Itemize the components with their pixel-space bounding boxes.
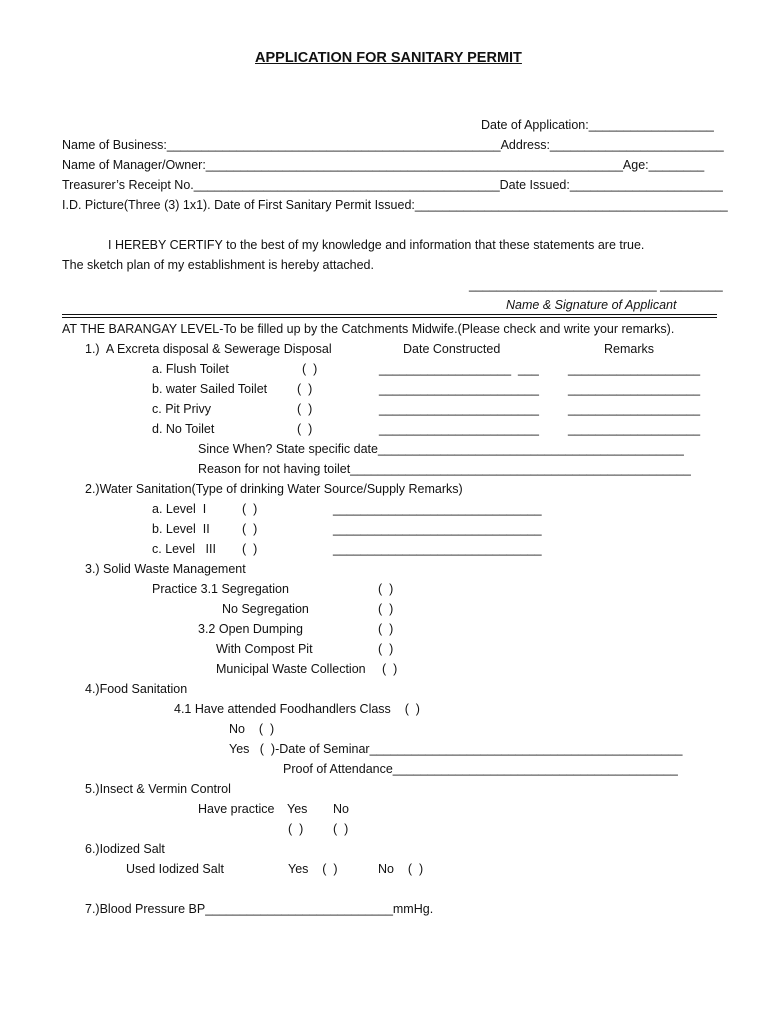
barangay-heading: AT THE BARANGAY LEVEL-To be filled up by the Catchments Midwife.(Please check and write your remarks). (62, 322, 675, 336)
certify-statement: I HEREBY CERTIFY to the best of my knowledge and information that these statements are true. (108, 238, 645, 252)
level-3-checkbox[interactable]: ( ) (242, 542, 258, 556)
level-3-label: c. Level III (152, 542, 216, 556)
iodized-salt-yes-option[interactable]: Yes ( ) (288, 862, 338, 876)
open-dumping-checkbox[interactable]: ( ) (378, 622, 394, 636)
blood-pressure-field[interactable]: 7.)Blood Pressure BP___________________________mmHg. (85, 902, 434, 916)
business-address-row[interactable]: Name of Business:________________________________________________Address:_________________________ (62, 138, 724, 152)
municipal-waste-label: Municipal Waste Collection (216, 662, 366, 676)
receipt-date-issued-row[interactable]: Treasurer’s Receipt No.____________________________________________Date Issued:______________________ (62, 178, 723, 192)
iodized-salt-no-option[interactable]: No ( ) (378, 862, 424, 876)
signature-label: Name & Signature of Applicant (506, 298, 677, 312)
section-1-title: 1.) A Excreta disposal & Sewerage Disposal (85, 342, 332, 356)
compost-pit-checkbox[interactable]: ( ) (378, 642, 394, 656)
divider-top (62, 314, 717, 315)
water-sealed-toilet-remarks-field[interactable]: ___________________ (568, 382, 701, 396)
level-2-label: b. Level II (152, 522, 210, 536)
foodhandlers-class-question[interactable]: 4.1 Have attended Foodhandlers Class ( ) (174, 702, 420, 716)
vermin-yes-checkbox[interactable]: ( ) (288, 822, 304, 836)
foodhandlers-no-option[interactable]: No ( ) (229, 722, 275, 736)
column-date-constructed: Date Constructed (403, 342, 501, 356)
pit-privy-label: c. Pit Privy (152, 402, 212, 416)
page-title: APPLICATION FOR SANITARY PERMIT (255, 50, 522, 66)
no-toilet-checkbox[interactable]: ( ) (297, 422, 313, 436)
manager-age-row[interactable]: Name of Manager/Owner:____________________________________________________________Age:________ (62, 158, 705, 172)
section-3-title: 3.) Solid Waste Management (85, 562, 246, 576)
divider-bottom (62, 317, 717, 318)
vermin-no-checkbox[interactable]: ( ) (333, 822, 349, 836)
pit-privy-date-field[interactable]: _______________________ (379, 402, 539, 416)
no-segregation-label: No Segregation (222, 602, 309, 616)
have-practice-label: Have practice (198, 802, 275, 816)
section-5-title: 5.)Insect & Vermin Control (85, 782, 231, 796)
level-3-remarks-field[interactable]: ______________________________ (333, 542, 542, 556)
no-toilet-remarks-field[interactable]: ___________________ (568, 422, 701, 436)
level-1-remarks-field[interactable]: ______________________________ (333, 502, 542, 516)
no-toilet-date-field[interactable]: _______________________ (379, 422, 539, 436)
flush-toilet-date-field[interactable]: ___________________ ___ (379, 362, 539, 376)
level-1-label: a. Level I (152, 502, 207, 516)
level-2-remarks-field[interactable]: ______________________________ (333, 522, 542, 536)
column-remarks: Remarks (604, 342, 655, 356)
proof-of-attendance-field[interactable]: Proof of Attendance_________________________________________ (283, 762, 678, 776)
iodized-salt-label: Used Iodized Salt (126, 862, 224, 876)
foodhandlers-yes-seminar-date[interactable]: Yes ( )-Date of Seminar_____________________________________________ (229, 742, 683, 756)
section-4-title: 4.)Food Sanitation (85, 682, 188, 696)
water-sealed-toilet-label: b. water Sailed Toilet (152, 382, 268, 396)
open-dumping-label: 3.2 Open Dumping (198, 622, 303, 636)
pit-privy-remarks-field[interactable]: ___________________ (568, 402, 701, 416)
flush-toilet-remarks-field[interactable]: ___________________ (568, 362, 701, 376)
water-sealed-toilet-date-field[interactable]: _______________________ (379, 382, 539, 396)
compost-pit-label: With Compost Pit (216, 642, 313, 656)
signature-blank[interactable]: ___________________________ _________ (469, 278, 723, 292)
segregation-label: Practice 3.1 Segregation (152, 582, 289, 596)
pit-privy-checkbox[interactable]: ( ) (297, 402, 313, 416)
flush-toilet-label: a. Flush Toilet (152, 362, 229, 376)
section-6-title: 6.)Iodized Salt (85, 842, 165, 856)
level-1-checkbox[interactable]: ( ) (242, 502, 258, 516)
water-sealed-toilet-checkbox[interactable]: ( ) (297, 382, 313, 396)
since-when-field[interactable]: Since When? State specific date____________________________________________ (198, 442, 684, 456)
vermin-no-label: No (333, 802, 349, 816)
no-segregation-checkbox[interactable]: ( ) (378, 602, 394, 616)
segregation-checkbox[interactable]: ( ) (378, 582, 394, 596)
date-of-application-field[interactable]: Date of Application:__________________ (481, 118, 714, 132)
level-2-checkbox[interactable]: ( ) (242, 522, 258, 536)
id-picture-permit-row[interactable]: I.D. Picture(Three (3) 1x1). Date of First Sanitary Permit Issued:_____________________________________________ (62, 198, 728, 212)
flush-toilet-checkbox[interactable]: ( ) (302, 362, 318, 376)
no-toilet-reason-field[interactable]: Reason for not having toilet_________________________________________________ (198, 462, 691, 476)
no-toilet-label: d. No Toilet (152, 422, 215, 436)
section-2-title: 2.)Water Sanitation(Type of drinking Water Source/Supply Remarks) (85, 482, 463, 496)
sketch-plan-statement: The sketch plan of my establishment is hereby attached. (62, 258, 374, 272)
municipal-waste-checkbox[interactable]: ( ) (382, 662, 398, 676)
vermin-yes-label: Yes (287, 802, 308, 816)
